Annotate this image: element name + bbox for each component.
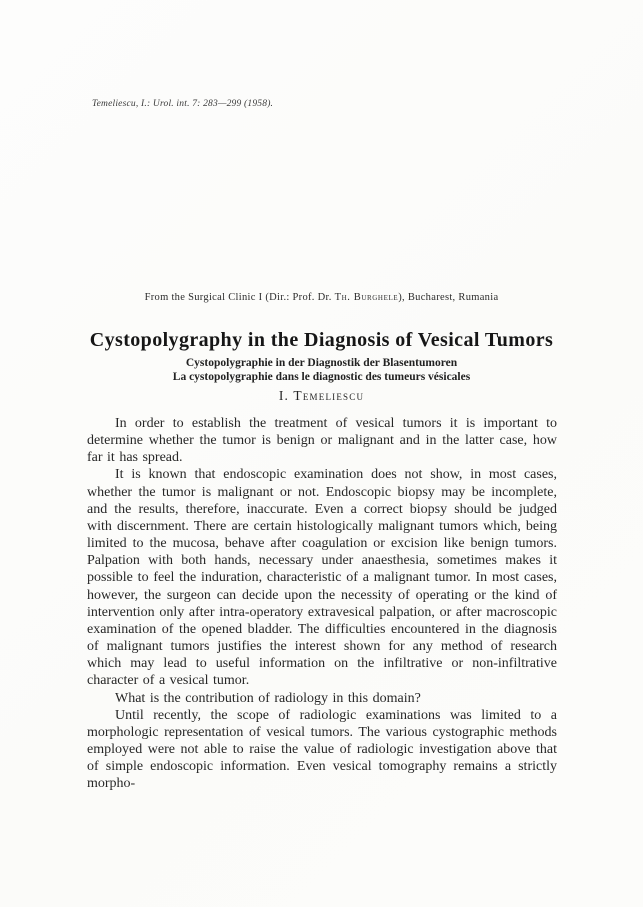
institution-prefix: From the Surgical Clinic I (Dir.: Prof. Dr. xyxy=(144,292,335,303)
paragraph-radiology: Until recently, the scope of radiologic examinations was limited to a morphologic representation of vesical tumors. The various cystographic methods employed were not able to raise the value of radiologic investigation above that of simple endoscopic information. Even vesical tomography remains a strictly morpho- xyxy=(87,707,557,792)
paragraph-endoscopy: It is known that endoscopic examination does not show, in most cases, whether the tumor is malignant or not. Endoscopic biopsy may be incomplete, and the results, therefore, inaccurate. Even a correct biopsy should be judged with discernment. There are certain histologically malignant tumors which, being limited to the mucosa, behave after coagulation or excision like benign tumors. Palpation with both hands, necessary under anaesthesia, sometimes makes it possible to feel the induration, characteristic of a malignant tumor. In most cases, however, the surgeon can decide upon the necessity of operating or the kind of intervention only after intra-operatory extravesical palpation, or after macroscopic examination of the opened bladder. The difficulties encountered in the diagnosis of malignant tumors justifies the interest shown for any method of research which may lead to useful information on the infiltrative or non-infiltrative character of a vesical tumor. xyxy=(87,467,557,689)
article-body xyxy=(87,415,557,792)
journal-citation: Temeliescu, I.: Urol. int. 7: 283—299 (1958). xyxy=(92,99,274,109)
director-name: Th. Burghele xyxy=(334,292,399,303)
paragraph-question: What is the contribution of radiology in this domain? xyxy=(115,690,421,706)
paragraph-intro: In order to establish the treatment of vesical tumors it is important to determine whether the tumor is benign or malignant and in the latter case, how far it has spread. xyxy=(87,416,557,466)
title-block xyxy=(0,329,643,384)
subtitle-french: La cystopolygraphie dans le diagnostic des tumeurs vésicales xyxy=(172,370,471,383)
subtitle-german: Cystopolygraphie in der Diagnostik der Blasentumoren xyxy=(185,357,458,369)
institution-line xyxy=(0,292,643,303)
institution-suffix: ), Bucharest, Rumania xyxy=(398,292,499,303)
author-name: I. Temeliescu xyxy=(278,388,365,403)
paper-title: Cystopolygraphy in the Diagnosis of Vesical Tumors xyxy=(89,329,554,351)
